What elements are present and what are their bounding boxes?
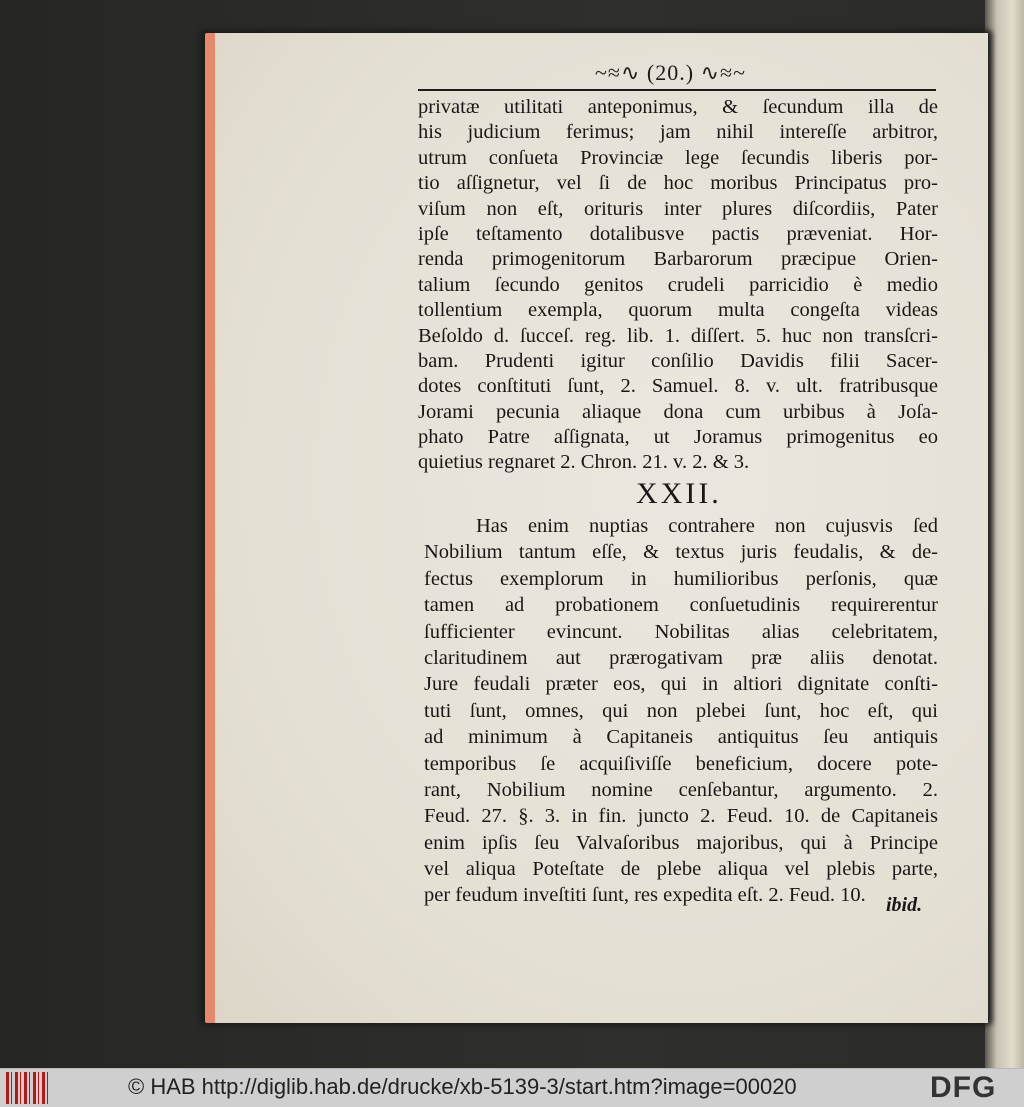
text-line: Nobilium tantum eſſe, & textus juris feudalis, & de- — [424, 541, 938, 564]
text-block-upper — [418, 95, 938, 476]
text-line: his judicium ferimus; jam nihil intereſſe arbitror, — [418, 121, 938, 144]
header-ornament-left: ~≈∿ — [595, 60, 641, 85]
text-line: per feudum inveſtiti ſunt, res expedita eſt. 2. Feud. 10. — [424, 884, 866, 907]
text-line: claritudinem aut prærogativam præ aliis denotat. — [424, 646, 938, 669]
text-line: viſum non eſt, orituris inter plures diſcordiis, Pater — [418, 197, 938, 220]
text-line: Jure feudali præter eos, qui in altiori dignitate conſti- — [424, 673, 938, 696]
dfg-logo: DFG — [930, 1071, 997, 1104]
copyright-link[interactable]: © HAB http://diglib.hab.de/drucke/xb-5139-3/start.htm?image=00020 — [128, 1074, 797, 1099]
text-line: talium ſecundo genitos crudeli parricidio è medio — [418, 273, 938, 296]
text-line: rant, Nobilium nomine cenſebantur, argumento. 2. — [424, 778, 938, 801]
text-line: temporibus ſe acquiſiviſſe beneficium, docere pote- — [424, 752, 938, 775]
text-line: Jorami pecunia aliaque dona cum urbibus à Joſa- — [418, 400, 938, 423]
text-line: bam. Prudenti igitur conſilio Davidis filii Sacer- — [418, 349, 938, 372]
text-line: Feud. 27. §. 3. in fin. juncto 2. Feud. 10. de Capitaneis — [424, 805, 938, 828]
text-line: utrum conſueta Provinciæ lege ſecundis liberis por- — [418, 146, 938, 169]
text-line: vel aliqua Poteſtate de plebe aliqua vel plebis parte, — [424, 858, 938, 881]
header-ornament-right: ∿≈~ — [700, 60, 746, 85]
text-line: tollentium exempla, quorum multa congeſta videas — [418, 299, 938, 322]
text-line: Beſoldo d. ſucceſ. reg. lib. 1. diſſert. 5. huc non transſcri- — [418, 324, 938, 347]
text-line: Has enim nuptias contrahere non cujusvis ſed — [476, 515, 938, 537]
text-block-lower — [424, 513, 938, 909]
header-rule — [418, 89, 936, 91]
barcode-icon — [6, 1072, 48, 1104]
section-heading: XXII. — [636, 477, 722, 510]
text-line: ipſe teſtamento dotalibusve pactis præveniat. Hor- — [418, 222, 938, 245]
text-line: privatæ utilitati anteponimus, & ſecundum illa de — [418, 96, 938, 118]
text-line: dotes conſtituti ſunt, 2. Samuel. 8. v. ult. fratribusque — [418, 375, 938, 398]
text-line: phato Patre aſſignata, ut Joramus primogenitus eo — [418, 426, 938, 449]
page-number: (20.) — [646, 60, 695, 85]
catchword: ibid. — [886, 894, 923, 916]
text-line: tamen ad probationem conſuetudinis requirerentur — [424, 594, 938, 617]
text-line: tio aſſignetur, vel ſi de hoc moribus Principatus pro- — [418, 172, 938, 195]
page-header — [595, 60, 746, 86]
text-line: ſufficienter evincunt. Nobilitas alias celebritatem, — [424, 620, 938, 643]
text-line: quietius regnaret 2. Chron. 21. v. 2. & 3. — [418, 451, 750, 474]
text-line: enim ipſis ſeu Valvaſoribus majoribus, qui à Principe — [424, 831, 938, 854]
text-line: ad minimum à Capitaneis antiquitus ſeu antiquis — [424, 726, 938, 749]
text-line: renda primogenitorum Barbarorum præcipue Orien- — [418, 248, 938, 271]
text-line: fectus exemplorum in humilioribus perſonis, quæ — [424, 567, 938, 590]
text-line: tuti ſunt, omnes, qui non plebei ſunt, hoc eſt, qui — [424, 699, 938, 722]
